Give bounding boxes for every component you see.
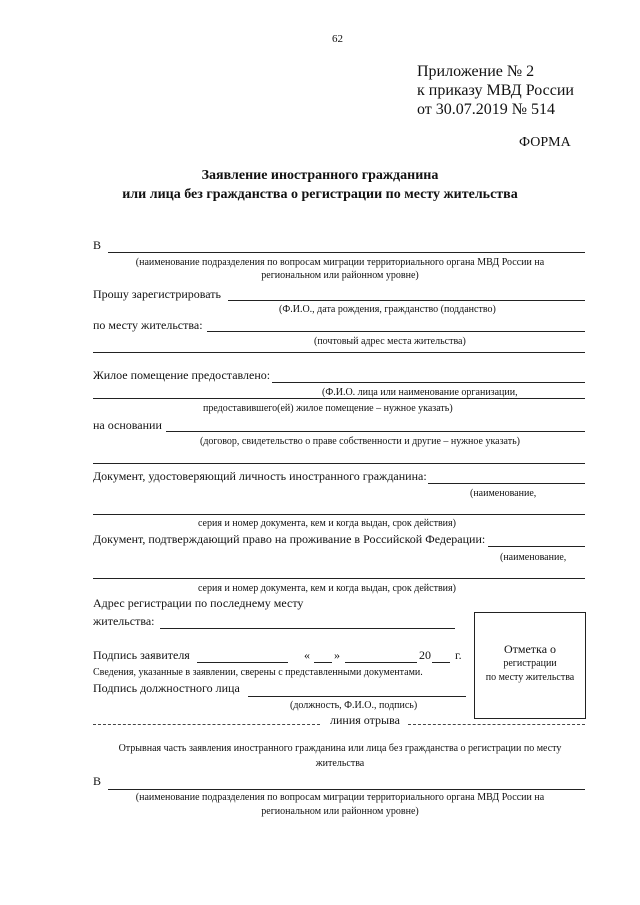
appendix-line-3: от 30.07.2019 № 514 xyxy=(417,101,556,118)
id-doc-hint-1: (наименование, xyxy=(470,488,537,499)
res-doc-hint-2: серия и номер документа, кем и когда выдан, срок действия) xyxy=(198,583,456,594)
prev-address-label-1: Адрес регистрации по последнему месту xyxy=(93,596,304,610)
basis-label: на основании xyxy=(93,418,162,432)
year-field-line[interactable] xyxy=(432,662,450,663)
tear-authority-hint-1: (наименование подразделения по вопросам миграции территориального органа МВД России на xyxy=(135,792,545,803)
verified-text: Сведения, указанные в заявлении, сверены с представленными документами. xyxy=(93,667,423,678)
prev-address-label-2: жительства: xyxy=(93,614,155,628)
tear-heading-1: Отрывная часть заявления иностранного гражданина или лица без гражданства о регистрации по месту xyxy=(118,743,562,754)
person-hint: (Ф.И.О., дата рождения, гражданство (подданство) xyxy=(279,304,496,315)
id-doc-field-line-2[interactable] xyxy=(93,514,585,515)
stamp-text-3: по месту жительства xyxy=(485,672,575,683)
tear-dashed-line-right xyxy=(408,724,585,725)
authority-field-line[interactable] xyxy=(108,252,585,253)
tear-v-label: В xyxy=(93,774,102,788)
authority-hint-2: региональном или районном уровне) xyxy=(261,270,419,281)
signature-field-line[interactable] xyxy=(197,662,288,663)
premises-label: Жилое помещение предоставлено: xyxy=(93,368,271,382)
signature-label: Подпись заявителя xyxy=(93,648,190,662)
address-hint: (почтовый адрес места жительства) xyxy=(314,336,466,347)
official-signature-label: Подпись должностного лица xyxy=(93,681,240,695)
forma-label: ФОРМА xyxy=(519,135,571,150)
form-title-line-2: или лица без гражданства о регистрации по месту жительства xyxy=(122,187,518,202)
tear-dashed-line-left xyxy=(93,724,320,725)
provider-hint-2: предоставившего(ей) жилое помещение – нужное указать) xyxy=(203,403,453,414)
res-doc-label: Документ, подтверждающий право на проживание в Российской Федерации: xyxy=(93,532,486,546)
provider-hint-1: (Ф.И.О. лица или наименование организации, xyxy=(322,387,518,398)
quote-close: » xyxy=(334,648,340,662)
id-doc-hint-2: серия и номер документа, кем и когда выдан, срок действия) xyxy=(198,518,456,529)
provider-field-line-2[interactable] xyxy=(93,398,585,399)
id-doc-field-line[interactable] xyxy=(428,483,585,484)
res-doc-hint-1: (наименование, xyxy=(500,552,567,563)
appendix-line-2: к приказу МВД России xyxy=(417,82,574,99)
year-suffix: г. xyxy=(455,648,462,662)
tear-line-label: линия отрыва xyxy=(330,713,400,727)
prev-address-field-line[interactable] xyxy=(160,628,455,629)
quote-open: « xyxy=(304,648,310,662)
tear-heading-2: жительства xyxy=(315,758,365,769)
person-field-line[interactable] xyxy=(228,300,585,301)
premises-field-line[interactable] xyxy=(272,382,585,383)
residence-label: по месту жительства: xyxy=(93,318,203,332)
residence-field-line[interactable] xyxy=(207,331,585,332)
address-field-line-2[interactable] xyxy=(93,352,585,353)
request-label: Прошу зарегистрировать xyxy=(93,287,222,301)
form-title-line-1: Заявление иностранного гражданина xyxy=(201,168,439,183)
day-field-line[interactable] xyxy=(314,662,332,663)
page-number: 62 xyxy=(332,33,343,45)
authority-v-label: В xyxy=(93,238,102,252)
tear-authority-hint-2: региональном или районном уровне) xyxy=(261,806,419,817)
year-prefix: 20 xyxy=(419,648,431,662)
id-doc-label: Документ, удостоверяющий личность иностранного гражданина: xyxy=(93,469,427,483)
basis-hint: (договор, свидетельство о праве собственности и другие – нужное указать) xyxy=(200,436,520,447)
basis-field-line-2[interactable] xyxy=(93,463,585,464)
official-signature-field-line[interactable] xyxy=(248,696,466,697)
res-doc-field-line-2[interactable] xyxy=(93,578,585,579)
official-hint: (должность, Ф.И.О., подпись) xyxy=(290,700,418,711)
tear-authority-field-line[interactable] xyxy=(108,789,585,790)
res-doc-field-line[interactable] xyxy=(488,546,585,547)
appendix-line-1: Приложение № 2 xyxy=(417,63,535,80)
basis-field-line[interactable] xyxy=(166,431,585,432)
month-field-line[interactable] xyxy=(345,662,417,663)
stamp-text-2: регистрации xyxy=(503,658,557,669)
stamp-text-1: Отметка о xyxy=(503,642,557,656)
authority-hint-1: (наименование подразделения по вопросам миграции территориального органа МВД России на xyxy=(135,257,545,268)
